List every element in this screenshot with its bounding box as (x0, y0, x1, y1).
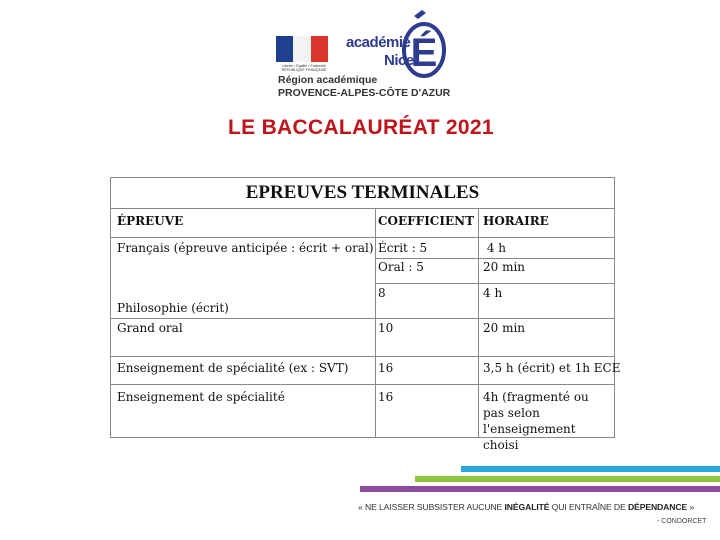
table-cell-coef: 10 (378, 321, 394, 335)
flag-caption-motto: Liberté • Égalité • Fraternité (282, 64, 326, 68)
divider (478, 208, 479, 437)
flag-caption-republique: RÉPUBLIQUE FRANÇAISE (281, 68, 327, 72)
col-header-epreuve: ÉPREUVE (117, 214, 184, 228)
table-cell-horaire: 4h (fragmenté ou pas selon l'enseignement choisi (483, 390, 589, 452)
divider (111, 237, 614, 238)
divider (111, 318, 614, 319)
academie-e-icon (402, 10, 446, 78)
divider (111, 356, 614, 357)
epreuves-table (110, 177, 621, 452)
page-title: LE BACCALAURÉAT 2021 (228, 116, 494, 139)
marianne-flag-icon (276, 36, 328, 62)
table-cell-epreuve: Français (épreuve anticipée : écrit + oral) (117, 241, 374, 255)
flag-caption (276, 64, 332, 72)
table-cell-horaire: 4 h (483, 286, 503, 300)
col-header-coefficient: COEFFICIENT (378, 214, 475, 228)
footer-quote (358, 502, 694, 512)
quote-author: - CONDORCET (657, 518, 707, 525)
table-cell-coef: 16 (378, 390, 394, 404)
col-header-horaire: HORAIRE (483, 214, 549, 228)
academie-city: Nice (384, 52, 414, 69)
table-cell-coef: Écrit : 5 (378, 241, 428, 255)
divider (376, 283, 614, 284)
table-cell-epreuve: Grand oral (117, 321, 183, 335)
quote-bold: DÉPENDANCE (627, 502, 688, 512)
table-cell-coef: 8 (378, 286, 386, 300)
table-cell-horaire: 4 h (483, 241, 506, 255)
table-cell-epreuve: Enseignement de spécialité (ex : SVT) (117, 361, 349, 375)
table-cell-coef: Oral : 5 (378, 260, 424, 274)
academie-e-letter: É (410, 31, 438, 75)
table-cell-epreuve: Enseignement de spécialité (117, 390, 285, 404)
table-cell-horaire: 20 min (483, 321, 526, 335)
quote-part: » (687, 502, 695, 512)
table-heading: EPREUVES TERMINALES (245, 182, 480, 203)
quote-part: « NE LAISSER SUBSISTER AUCUNE (358, 502, 505, 512)
academie-word: académie (346, 34, 411, 51)
region-line2: PROVENCE-ALPES-CÔTE D'AZUR (278, 87, 451, 99)
table-cell-coef: 16 (378, 361, 394, 375)
region-line1: Région académique (278, 74, 378, 86)
footer-bar-blue (461, 466, 720, 472)
footer-bar-purple (360, 486, 720, 492)
table-cell-epreuve: Philosophie (écrit) (117, 301, 229, 315)
academie-logo (274, 10, 454, 106)
divider (111, 384, 614, 385)
table-cell-horaire: 3,5 h (écrit) et 1h ECE (483, 361, 621, 375)
footer-bar-green (415, 476, 720, 482)
quote-part: QUI ENTRAÎNE DE (549, 502, 628, 512)
divider (111, 208, 614, 209)
quote-bold: INÉGALITÉ (504, 502, 550, 512)
table-cell-horaire: 20 min (483, 260, 526, 274)
divider (375, 208, 376, 437)
